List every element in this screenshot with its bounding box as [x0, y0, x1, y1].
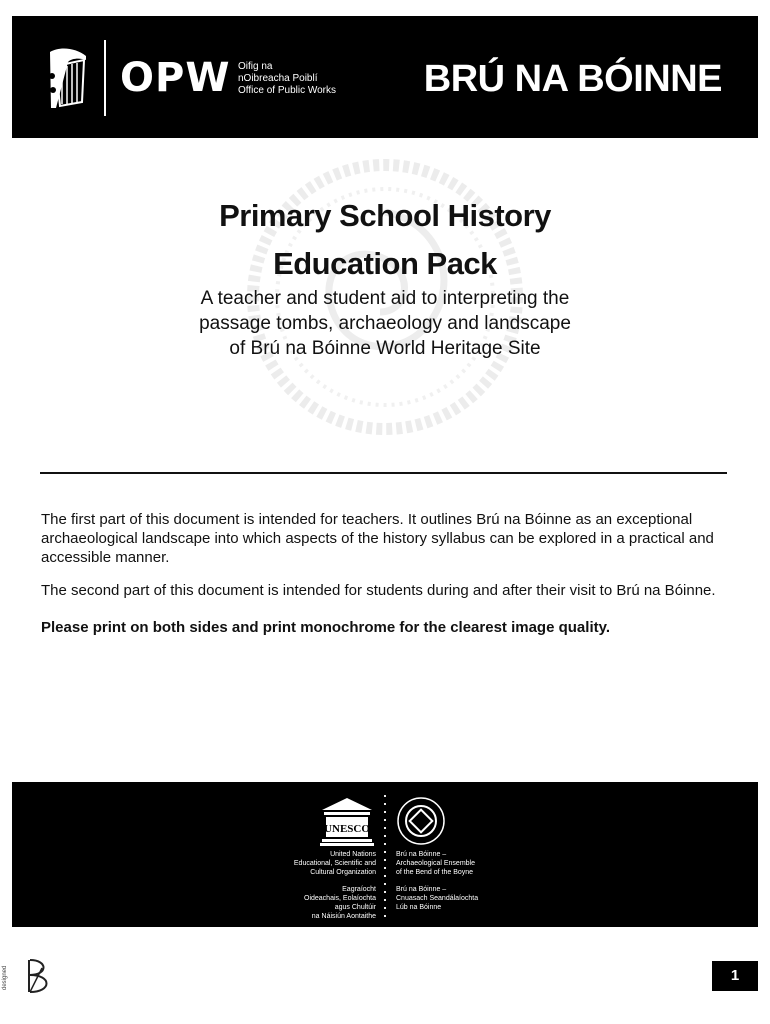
print-note: Please print on both sides and print monochrome for the clearest image quality. [41, 619, 610, 636]
heritage-caption-irish-line: Cnuasach Seandálaíochta [396, 895, 479, 902]
unesco-caption-irish-line: na Náisiún Aontaithe [311, 913, 376, 920]
unesco-caption-irish-line: Oideachais, Eolaíochta [304, 895, 376, 902]
intro-text [41, 510, 731, 651]
opw-logo: OPW [120, 55, 231, 101]
unesco-caption [294, 850, 376, 921]
subtitle-line: of Brú na Bóinne World Heritage Site [229, 338, 541, 359]
subtitle-line: passage tombs, archaeology and landscape [199, 313, 571, 334]
title-line: Primary School History [219, 198, 551, 233]
divider-rule [40, 472, 727, 474]
heritage-caption-irish-line: Brú na Bóinne – [396, 886, 447, 893]
harp-icon [42, 46, 92, 112]
designer-credit-word: designed [2, 965, 8, 990]
footer-dotted-divider [384, 792, 386, 922]
opw-line: Oifig na [238, 61, 273, 72]
world-heritage-emblem-icon [396, 796, 446, 846]
intro-paragraph-teachers: The first part of this document is intended for teachers. It outlines Brú na Bóinne as an exceptional archaeological landscape into which aspects of the history syllabus can be explored in a practical and accessible manner. [41, 511, 714, 566]
heritage-caption [396, 850, 478, 912]
heritage-caption-line: of the Bend of the Boyne [396, 869, 474, 876]
title-line: Education Pack [273, 246, 497, 281]
unesco-caption-irish-line: Eagraíocht [342, 886, 376, 893]
header-divider [104, 40, 106, 116]
header-banner [12, 16, 758, 138]
opw-line: nOibreacha Poiblí [238, 73, 318, 84]
intro-paragraph-students: The second part of this document is intended for students during and after their visit to Brú na Bóinne. [41, 582, 716, 599]
unesco-caption-line: United Nations [330, 851, 376, 858]
opw-name-lines [238, 61, 336, 97]
heritage-caption-line: Brú na Bóinne – [396, 851, 447, 858]
subtitle-line: A teacher and student aid to interpreting the [200, 288, 570, 309]
unesco-caption-line: Educational, Scientific and [293, 860, 376, 867]
unesco-temple-icon [318, 796, 376, 846]
opw-line: Office of Public Works [238, 85, 336, 96]
document-title [0, 192, 770, 288]
designer-logo-icon [14, 958, 56, 994]
footer-banner [12, 782, 758, 927]
page-number: 1 [712, 961, 758, 991]
unesco-caption-line: Cultural Organization [310, 869, 376, 876]
heritage-caption-line: Archaeological Ensemble [396, 860, 475, 867]
heritage-caption-irish-line: Lúb na Bóinne [396, 904, 442, 911]
document-subtitle [0, 286, 770, 361]
unesco-wordmark: UNESCO [324, 823, 370, 835]
site-title: BRÚ NA BÓINNE [423, 58, 722, 100]
unesco-caption-irish-line: agus Chultúir [334, 904, 376, 911]
